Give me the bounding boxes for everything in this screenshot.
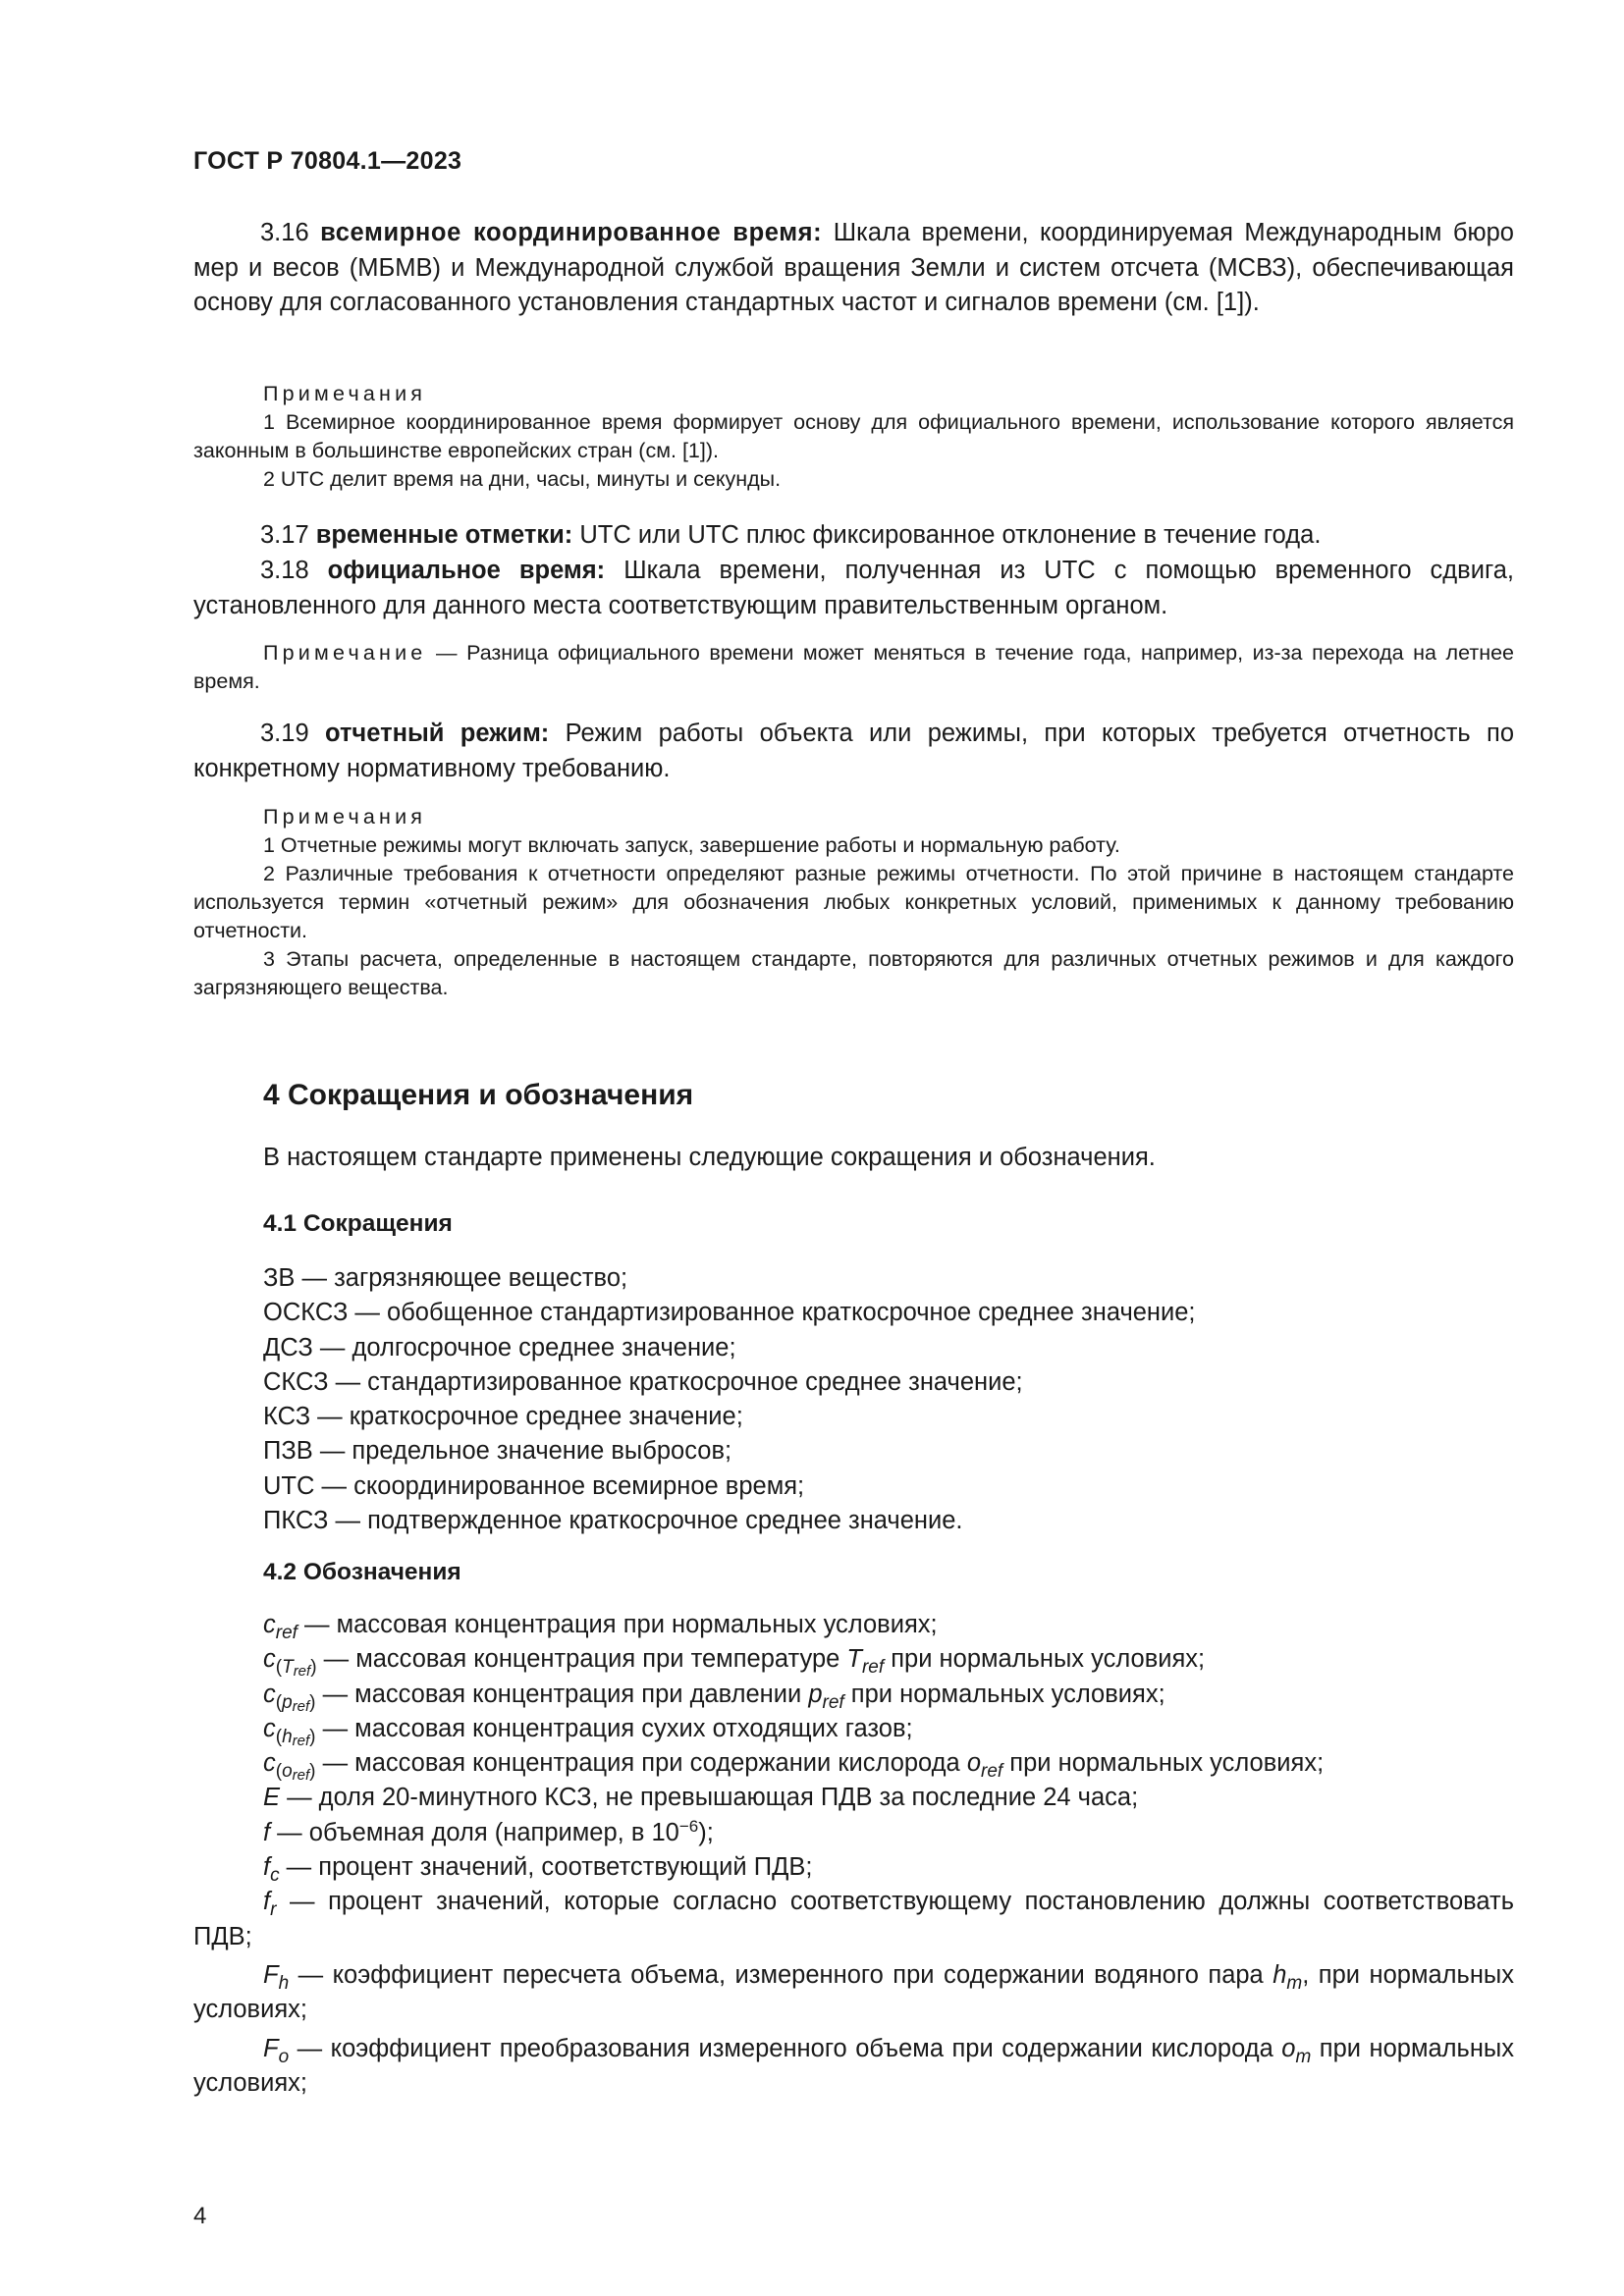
def-term: отчетный режим: [325, 720, 550, 747]
definition-3-17 [193, 518, 1514, 554]
symbol-item: $c_{(h_{ref})}$ — массовая концентрация сухих отходящих газов; [263, 1714, 913, 1749]
subsection-title-symbols: 4.2 Обозначения [263, 1559, 461, 1585]
note-item: 1 Всемирное координированное время формирует основу для официального времени, использование которого является законным в большинстве европейских стран (см. [1]). [193, 410, 1514, 462]
section-title: 4 Сокращения и обозначения [263, 1079, 694, 1111]
list-item: ОСКСЗ — обобщенное стандартизированное краткосрочное среднее значение; [263, 1299, 1196, 1327]
section-intro: В настоящем стандарте применены следующие сокращения и обозначения. [263, 1144, 1156, 1171]
def-term: официальное время: [327, 557, 606, 584]
notes-3-19 [193, 803, 1514, 1002]
list-item: ПЗВ — предельное значение выбросов; [263, 1437, 732, 1466]
note-text: — Разница официального времени может меняться в течение года, например, из-за перехода на летнее время. [193, 641, 1514, 693]
def-term: всемирное координированное время: [320, 219, 823, 246]
symbol-item: $c_{ref}$ — массовая концентрация при нормальных условиях; [263, 1611, 938, 1643]
symbol-item: E — доля 20-минутного КСЗ, не превышающая ПДВ за последние 24 часа; [263, 1784, 1139, 1812]
document-header: ГОСТ Р 70804.1—2023 [193, 147, 462, 175]
symbol-item: $f_r$ — процент значений, которые согласно соответствующему постановлению должны соответствовать ПДВ; [193, 1888, 1514, 1950]
notes-heading: Примечания [263, 382, 427, 405]
symbol-item: $F_o$ — коэффициент преобразования измеренного объема при содержании кислорода $o_m$ при нормальных условиях; [193, 2034, 1514, 2097]
note-3-18 [193, 639, 1514, 696]
def-term: временные отметки: [315, 521, 573, 549]
page-number: 4 [193, 2203, 207, 2229]
list-item: UTC — скоординированное всемирное время; [263, 1471, 805, 1500]
symbol-item: f — объемная доля (например, в $10^{-6}$); [263, 1816, 714, 1846]
def-text: Шкала времени, координируемая Международным бюро мер и весов (МБМВ) и Международной службой вращения Земли и систем отсчета (МСВЗ), обеспечивающая основу для согласованного установления стандартных частот и сигналов времени (см. [1]). [193, 219, 1514, 316]
definition-3-16 [193, 216, 1514, 321]
def-text: Режим работы объекта или режимы, при которых требуется отчетность по конкретному нормативному требованию. [193, 720, 1515, 782]
list-item: ПКСЗ — подтвержденное краткосрочное среднее значение. [263, 1507, 963, 1535]
list-item: КСЗ — краткосрочное среднее значение; [263, 1403, 743, 1431]
definition-3-18 [193, 554, 1514, 623]
subsection-title-abbreviations: 4.1 Сокращения [263, 1210, 453, 1237]
def-number: 3.17 [260, 521, 309, 549]
def-number: 3.19 [260, 720, 309, 747]
symbol-item: $c_{(o_{ref})}$ — массовая концентрация при содержании кислорода $o_{ref}$ при нормальных условиях; [263, 1749, 1325, 1785]
note-item: 3 Этапы расчета, определенные в настоящем стандарте, повторяются для различных отчетных режимов и для каждого загрязняющего вещества. [193, 947, 1514, 999]
list-item: ДСЗ — долгосрочное среднее значение; [263, 1333, 736, 1362]
symbol-item: $F_h$ — коэффициент пересчета объема, измеренного при содержании водяного пара $h_m$, при нормальных условиях; [193, 1960, 1514, 2024]
symbol-item: $f_c$ — процент значений, соответствующий ПДВ; [263, 1853, 813, 1887]
def-text: Шкала времени, полученная из UTC с помощью временного сдвига, установленного для данного места соответствующим правительственным органом. [193, 557, 1514, 619]
abbreviation-list [193, 1261, 1514, 1538]
notes-3-16 [193, 380, 1514, 494]
symbol-list [193, 1608, 1514, 2101]
symbol-item: $c_{(T_{ref})}$ — массовая концентрация при температуре $T_{ref}$ при нормальных условиях; [263, 1645, 1206, 1681]
symbol-item: $c_{(p_{ref})}$ — массовая концентрация при давлении $p_{ref}$ при нормальных условиях; [263, 1680, 1165, 1715]
list-item: СКСЗ — стандартизированное краткосрочное среднее значение; [263, 1367, 1023, 1396]
note-item: 2 Различные требования к отчетности определяют разные режимы отчетности. По этой причине в настоящем стандарте используется термин «отчетный режим» для обозначения любых конкретных условий, применимых к данному требованию отчетности. [193, 862, 1514, 942]
def-number: 3.16 [260, 219, 309, 246]
list-item: ЗВ — загрязняющее вещество; [263, 1264, 628, 1292]
note-item: 2 UTC делит время на дни, часы, минуты и секунды. [263, 467, 782, 491]
def-number: 3.18 [260, 557, 309, 584]
note-item: 1 Отчетные режимы могут включать запуск, завершение работы и нормальную работу. [263, 833, 1120, 857]
definition-3-19 [193, 717, 1514, 786]
notes-heading: Примечания [263, 805, 427, 828]
note-label: Примечание [263, 641, 427, 665]
def-text: UTC или UTC плюс фиксированное отклонение в течение года. [579, 521, 1322, 549]
